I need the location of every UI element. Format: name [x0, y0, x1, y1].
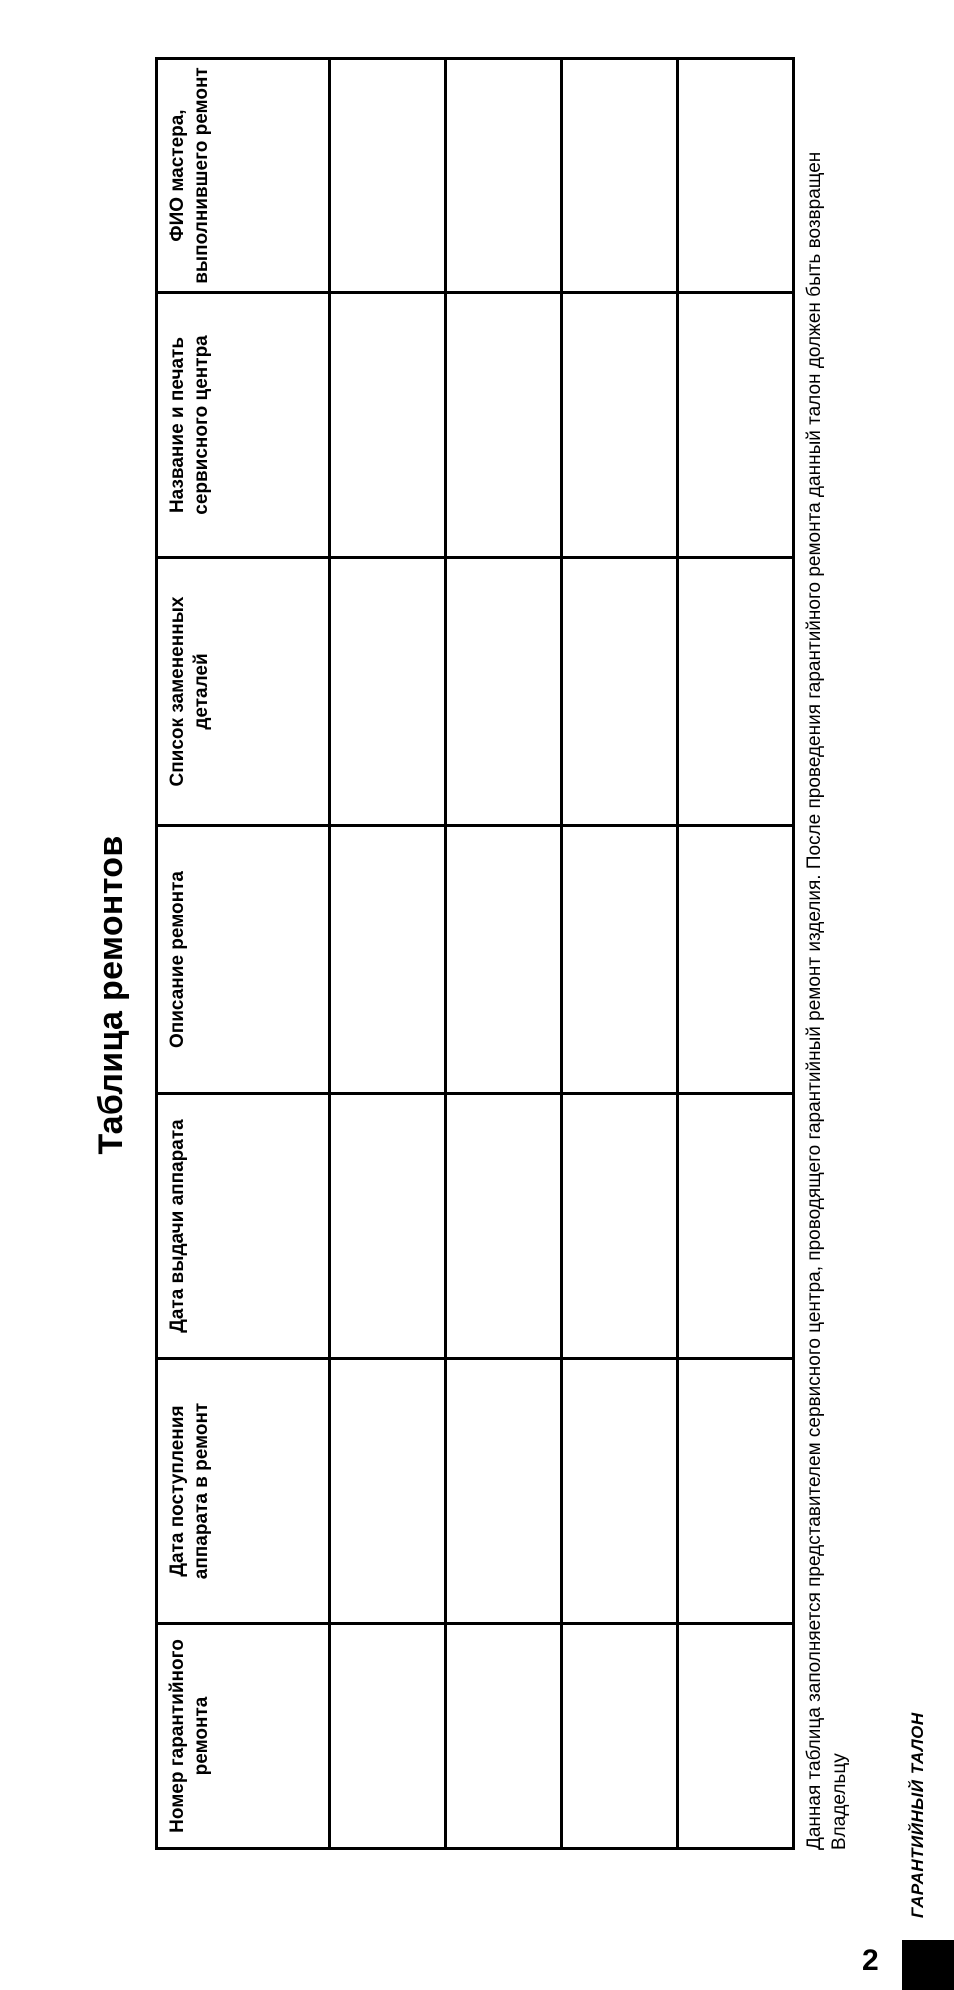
table-cell[interactable]: [446, 59, 562, 293]
table-cell[interactable]: [678, 1359, 794, 1624]
table-cell[interactable]: [562, 1624, 678, 1849]
table-cell[interactable]: [562, 558, 678, 826]
table-row: [330, 59, 446, 1849]
table-cell[interactable]: [446, 1624, 562, 1849]
header-return-date: Дата выдачи аппарата: [157, 1094, 330, 1359]
header-replaced-parts: Список замененных деталей: [157, 558, 330, 826]
table-cell[interactable]: [330, 826, 446, 1094]
table-row: [446, 59, 562, 1849]
document-label: ГАРАНТИЙНЫЙ ТАЛОН: [908, 1712, 927, 1918]
table-cell[interactable]: [330, 1359, 446, 1624]
section-tab-marker: [902, 1940, 954, 1990]
table-row: [678, 59, 794, 1849]
table-cell[interactable]: [562, 1094, 678, 1359]
table-cell[interactable]: [330, 1624, 446, 1849]
table-cell[interactable]: [678, 1624, 794, 1849]
table-cell[interactable]: [446, 558, 562, 826]
header-technician: ФИО мастера, выполнившего ремонт: [157, 59, 330, 293]
table-cell[interactable]: [562, 1359, 678, 1624]
table-cell[interactable]: [562, 826, 678, 1094]
table-cell[interactable]: [678, 293, 794, 558]
table-cell[interactable]: [446, 1094, 562, 1359]
table-cell[interactable]: [446, 1359, 562, 1624]
header-intake-date: Дата поступления аппарата в ремонт: [157, 1359, 330, 1624]
table-cell[interactable]: [678, 59, 794, 293]
table-cell[interactable]: [562, 293, 678, 558]
table-row: [562, 59, 678, 1849]
table-cell[interactable]: [446, 826, 562, 1094]
page-title: Таблица ремонтов: [92, 835, 130, 1155]
table-cell[interactable]: [678, 558, 794, 826]
table-cell[interactable]: [330, 59, 446, 293]
footnote: Данная таблица заполняется представителем сервисного центра, проводящего гарантийный ремонт изделия. После проведения гарантийного ремонта данный талон должен быть возвращен Владельцу: [804, 151, 850, 1850]
table-cell[interactable]: [678, 1094, 794, 1359]
table-header-row: [157, 59, 330, 1849]
table-cell[interactable]: [330, 293, 446, 558]
table-cell[interactable]: [562, 59, 678, 293]
page-number: 2: [862, 1944, 879, 1977]
header-service-center: Название и печать сервисного центра: [157, 293, 330, 558]
table-cell[interactable]: [446, 293, 562, 558]
table-cell[interactable]: [678, 826, 794, 1094]
table-cell[interactable]: [330, 1094, 446, 1359]
table-cell[interactable]: [330, 558, 446, 826]
repair-table: [155, 57, 795, 1850]
header-repair-description: Описание ремонта: [157, 826, 330, 1094]
header-repair-number: Номер гарантийного ремонта: [157, 1624, 330, 1849]
